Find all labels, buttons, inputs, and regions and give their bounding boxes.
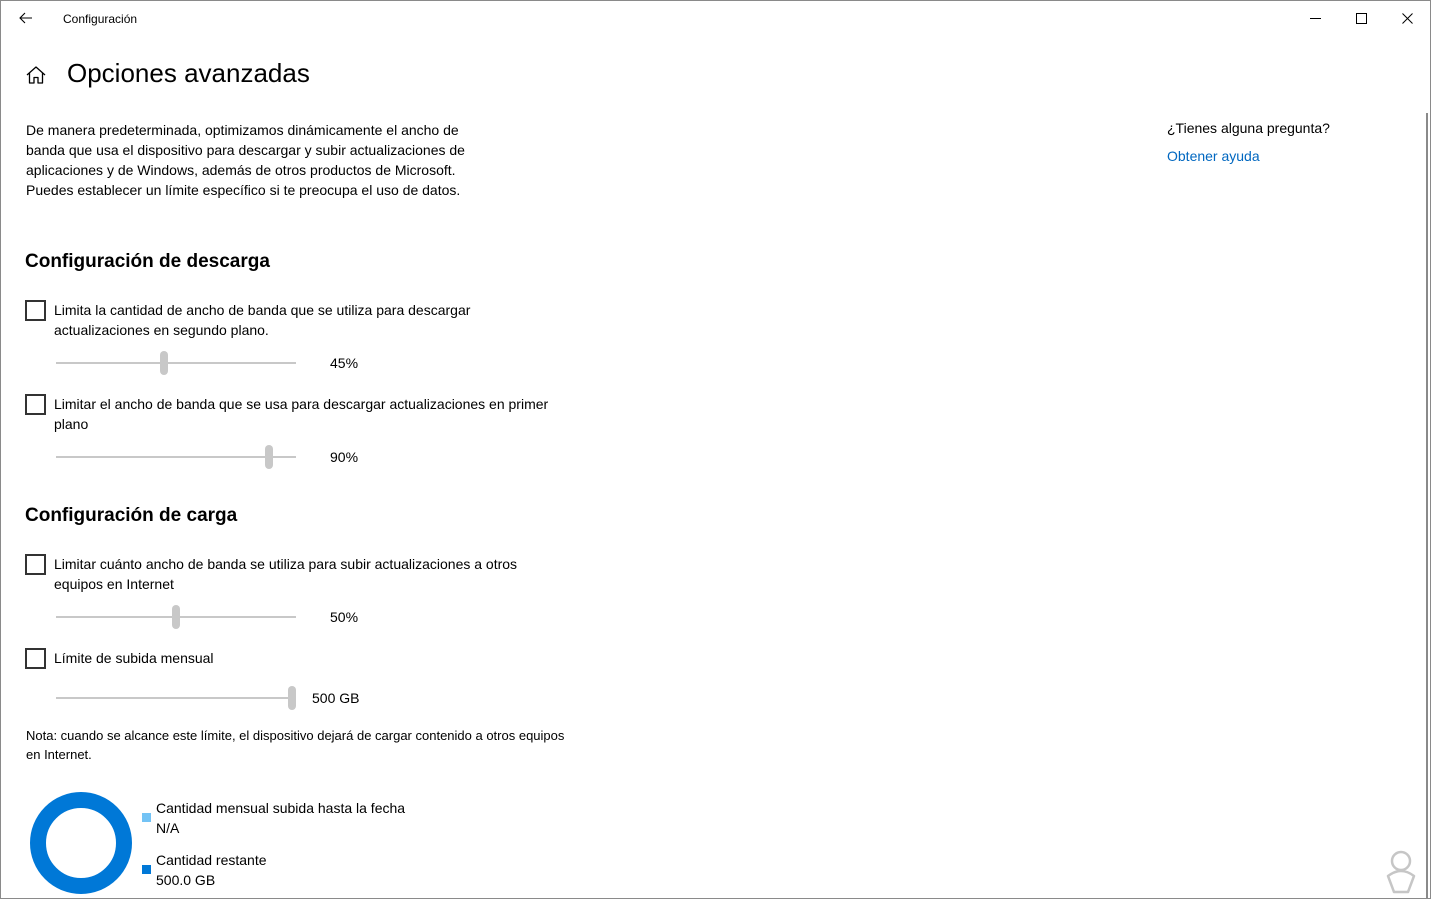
slider-thumb[interactable] xyxy=(172,605,180,629)
slider-track xyxy=(56,697,296,699)
download-background-slider[interactable] xyxy=(56,351,296,375)
legend-label-uploaded: Cantidad mensual subida hasta la fecha xyxy=(156,800,406,816)
upload-internet-label: Limitar cuánto ancho de banda se utiliza para subir actualizaciones a otros equipos en Internet xyxy=(54,556,518,592)
legend-label-remaining: Cantidad restante xyxy=(156,852,267,868)
slider-track xyxy=(56,362,296,364)
upload-internet-checkbox-row[interactable] xyxy=(25,554,585,594)
maximize-icon xyxy=(1356,13,1367,24)
download-foreground-slider[interactable] xyxy=(56,445,296,469)
watermark-logo-icon xyxy=(1378,848,1424,894)
download-foreground-checkbox[interactable] xyxy=(25,394,46,415)
get-help-link[interactable]: Obtener ayuda xyxy=(1167,148,1260,164)
download-heading: Configuración de descarga xyxy=(25,251,270,272)
legend-value-remaining: 500.0 GB xyxy=(156,872,216,888)
minimize-icon xyxy=(1310,13,1321,24)
upload-heading: Configuración de carga xyxy=(25,505,238,526)
upload-limit-note: Nota: cuando se alcance este límite, el dispositivo dejará de cargar contenido a otros equipos en Internet. xyxy=(26,728,565,762)
download-foreground-label: Limitar el ancho de banda que se usa para descargar actualizaciones en primer plano xyxy=(54,396,549,432)
slider-thumb[interactable] xyxy=(265,445,273,469)
download-foreground-checkbox-row[interactable] xyxy=(25,394,585,434)
legend-swatch-uploaded xyxy=(142,813,151,822)
app-title: Configuración xyxy=(63,12,138,26)
download-background-checkbox[interactable] xyxy=(25,300,46,321)
home-button[interactable] xyxy=(25,64,47,86)
upload-monthly-checkbox[interactable] xyxy=(25,648,46,669)
slider-thumb[interactable] xyxy=(160,351,168,375)
minimize-button[interactable] xyxy=(1292,1,1338,35)
upload-monthly-value: 500 GB xyxy=(312,690,360,706)
scrollbar[interactable] xyxy=(1426,113,1428,899)
intro-text: De manera predeterminada, optimizamos dinámicamente el ancho de banda que usa el dispositivo para descargar y subir actualizaciones de aplicaciones y de Windows, además de otros productos de Microsoft. Puedes establecer un límite específico si te preocupa el uso de datos. xyxy=(26,122,465,198)
maximize-button[interactable] xyxy=(1338,1,1384,35)
upload-usage-donut xyxy=(29,791,133,895)
upload-monthly-label: Límite de subida mensual xyxy=(54,650,214,666)
upload-internet-checkbox[interactable] xyxy=(25,554,46,575)
upload-internet-value: 50% xyxy=(330,609,359,625)
download-background-value: 45% xyxy=(330,355,359,371)
slider-track xyxy=(56,456,296,458)
download-background-label: Limita la cantidad de ancho de banda que se utiliza para descargar actualizaciones en segundo plano. xyxy=(54,302,471,338)
page-title: Opciones avanzadas xyxy=(67,58,310,88)
upload-monthly-slider[interactable] xyxy=(56,686,296,710)
back-arrow-icon xyxy=(19,12,33,24)
close-button[interactable] xyxy=(1384,1,1430,35)
title-bar xyxy=(1,1,1430,35)
donut-ring xyxy=(38,800,124,886)
slider-thumb[interactable] xyxy=(288,686,296,710)
upload-internet-slider[interactable] xyxy=(56,605,296,629)
help-question: ¿Tienes alguna pregunta? xyxy=(1167,120,1330,136)
legend-value-uploaded: N/A xyxy=(156,820,180,836)
download-foreground-value: 90% xyxy=(330,449,359,465)
legend-swatch-remaining xyxy=(142,865,151,874)
home-icon xyxy=(25,64,47,86)
close-icon xyxy=(1402,13,1413,24)
upload-monthly-checkbox-row[interactable] xyxy=(25,648,425,669)
back-button[interactable] xyxy=(9,4,43,32)
download-background-checkbox-row[interactable] xyxy=(25,300,525,340)
